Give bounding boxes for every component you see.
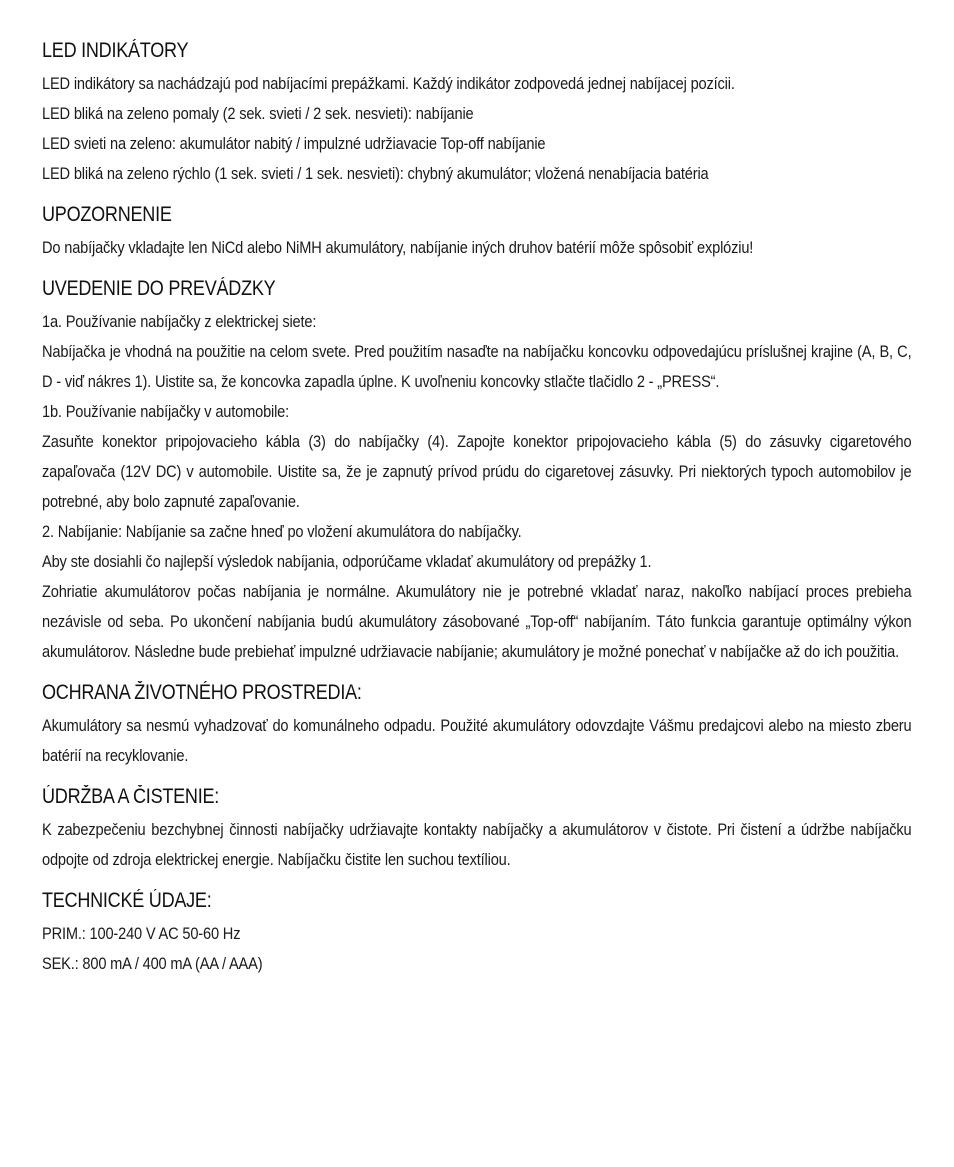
text-line: Aby ste dosiahli čo najlepší výsledok nabíjania, odporúčame vkladať akumulátory od prepážky 1. xyxy=(42,552,652,571)
text-line: LED bliká na zeleno pomaly (2 sek. svieti / 2 sek. nesvieti): nabíjanie xyxy=(42,104,474,123)
document-page xyxy=(42,36,912,979)
text-paragraph: Nabíjačka je vhodná na použitie na celom svete. Pred použitím nasaďte na nabíjačku koncovku odpovedajúcu príslušnej krajine (A, B, C, D - viď nákres 1). Uistite sa, že koncovka zapadla úplne. K uvoľneniu koncovky stlačte tlačidlo 2 - „PRESS“. xyxy=(42,342,912,391)
section-heading: UVEDENIE DO PREVÁDZKY xyxy=(42,277,276,300)
section-operation xyxy=(42,274,912,667)
section-warning xyxy=(42,200,912,263)
section-led-indicators xyxy=(42,36,912,189)
text-line: LED svieti na zeleno: akumulátor nabitý / impulzné udržiavacie Top-off nabíjanie xyxy=(42,134,546,153)
text-line: LED indikátory sa nachádzajú pod nabíjacími prepážkami. Každý indikátor zodpovedá jednej nabíjacej pozícii. xyxy=(42,74,735,93)
text-paragraph: K zabezpečeniu bezchybnej činnosti nabíjačky udržiavajte kontakty nabíjačky a akumulátorov v čistote. Pri čistení a údržbe nabíjačku odpojte od zdroja elektrickej energie. Nabíjačku čistite len suchou textíliou. xyxy=(42,820,912,869)
text-line: SEK.: 800 mA / 400 mA (AA / AAA) xyxy=(42,954,263,973)
section-heading: UPOZORNENIE xyxy=(42,203,172,226)
text-paragraph: Akumulátory sa nesmú vyhadzovať do komunálneho odpadu. Použité akumulátory odovzdajte Vášmu predajcovi alebo na miesto zberu batérií na recyklovanie. xyxy=(42,716,912,765)
text-line: Do nabíjačky vkladajte len NiCd alebo NiMH akumulátory, nabíjanie iných druhov batérií môže spôsobiť explóziu! xyxy=(42,238,754,257)
text-paragraph: Zohriatie akumulátorov počas nabíjania je normálne. Akumulátory nie je potrebné vkladať naraz, nakoľko nabíjací proces prebieha nezávisle od seba. Po ukončení nabíjania budú akumulátory zásobované „Top-off“ nabíjaním. Táto funkcia garantuje optimálny výkon akumulátorov. Následne bude prebiehať impulzné udržiavacie nabíjanie; akumulátory je možné ponechať v nabíjačke až do ich použitia. xyxy=(42,582,912,661)
section-environment xyxy=(42,678,912,771)
text-line: PRIM.: 100-240 V AC 50-60 Hz xyxy=(42,924,241,943)
text-line: 2. Nabíjanie: Nabíjanie sa začne hneď po vložení akumulátora do nabíjačky. xyxy=(42,522,522,541)
text-line: 1b. Používanie nabíjačky v automobile: xyxy=(42,402,290,421)
section-maintenance xyxy=(42,782,912,875)
text-paragraph: Zasuňte konektor pripojovacieho kábla (3) do nabíjačky (4). Zapojte konektor pripojovacieho kábla (5) do zásuvky cigaretového zapaľovača (12V DC) v automobile. Uistite sa, že je zapnutý prívod prúdu do cigaretovej zásuvky. Pri niektorých typoch automobilov je potrebné, aby bolo zapnuté zapaľovanie. xyxy=(42,432,912,511)
section-heading: LED INDIKÁTORY xyxy=(42,39,189,62)
section-technical-data xyxy=(42,886,912,979)
section-heading: TECHNICKÉ ÚDAJE: xyxy=(42,889,212,912)
section-heading: ÚDRŽBA A ČISTENIE: xyxy=(42,785,220,808)
text-line: 1a. Používanie nabíjačky z elektrickej siete: xyxy=(42,312,317,331)
section-heading: OCHRANA ŽIVOTNÉHO PROSTREDIA: xyxy=(42,681,362,704)
text-line: LED bliká na zeleno rýchlo (1 sek. svieti / 1 sek. nesvieti): chybný akumulátor; vložená nenabíjacia batéria xyxy=(42,164,709,183)
